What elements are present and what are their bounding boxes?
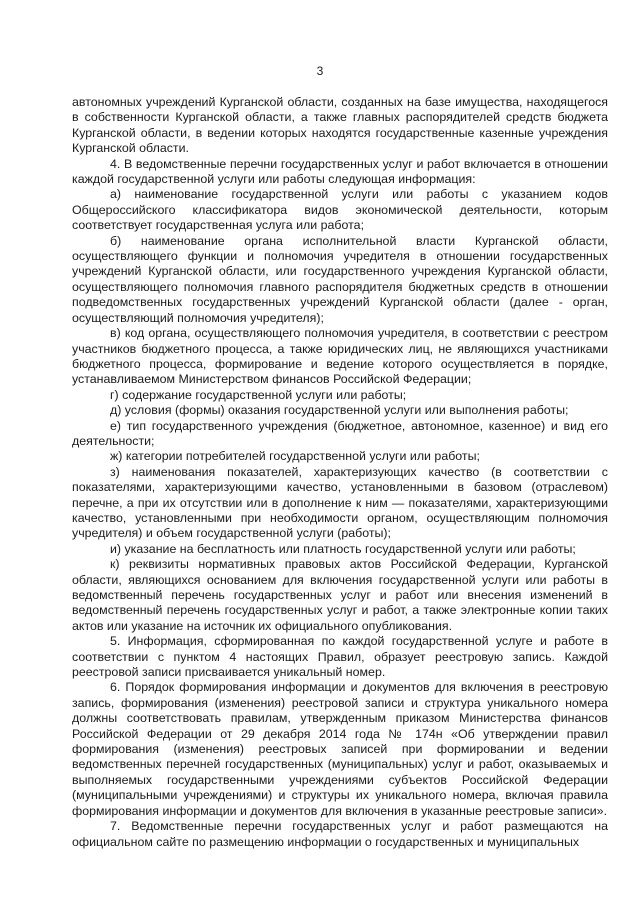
document-body <box>72 95 608 850</box>
paragraph-4: 4. В ведомственные перечни государственных услуг и работ включается в отношении каждой государственной услуги или работы следующая информация: <box>72 156 608 187</box>
item-e: е) тип государственного учреждения (бюджетное, автономное, казенное) и вид его деятельности; <box>72 418 608 448</box>
page-number: 3 <box>316 64 324 78</box>
item-g: г) содержание государственной услуги или работы; <box>110 387 407 402</box>
item-z: з) наименования показателей, характеризующих качество (в соответствии с показателями, характеризующими качество, установленными в базовом (отраслевом) перечне, а при их отсутствии или в дополнение к ним — показателями, характеризующими качество, установленными при необходимости органом, осуществляющим полномочия учредителя) и объем государственной услуги (работы); <box>72 464 608 541</box>
item-k: к) реквизиты нормативных правовых актов Российской Федерации, Курганской области, являющихся основанием для включения государственной услуги или работы в ведомственный перечень государственных услуг и работ или внесения изменений в ведомственный перечень государственных услуг и работ, а также электронные копии таких актов или указание на источник их официального опубликования. <box>72 557 608 633</box>
item-v: в) код органа, осуществляющего полномочия учредителя, в соответствии с реестром участников бюджетного процесса, а также юридических лиц, не являющихся участниками бюджетного процесса, формирование и ведение которого осуществляется в порядке, устанавливаемом Министерством финансов Российской Федерации; <box>72 326 608 387</box>
item-a: а) наименование государственной услуги или работы с указанием кодов Общероссийского классификатора видов экономической деятельности, которым соответствует государственная услуга или работа; <box>72 187 608 233</box>
paragraph-5: 5. Информация, сформированная по каждой государственной услуге и работе в соответствии с пунктом 4 настоящих Правил, образует реестровую запись. Каждой реестровой записи присваивается уникальный номер. <box>72 634 608 680</box>
item-b: б) наименование органа исполнительной власти Курганской области, осуществляющего функции и полномочия учредителя в отношении государственных учреждений Курганской области, или государственного учреждения Курганской области, осуществляющего полномочия главного распорядителя бюджетных средств в отношении подведомственных государственных учреждений Курганской области (далее - орган, осуществляющий полномочия учредителя); <box>72 233 608 325</box>
paragraph-7: 7. Ведомственные перечни государственных услуг и работ размещаются на официальном сайте по размещению информации о государственных и муниципальных <box>72 819 608 849</box>
item-i: и) указание на бесплатность или платность государственной услуги или работы; <box>110 541 576 556</box>
item-zh: ж) категории потребителей государственной услуги или работы; <box>110 449 480 464</box>
item-d: д) условия (формы) оказания государственной услуги или выполнения работы; <box>110 403 569 418</box>
paragraph-intro-continuation: автономных учреждений Курганской области, созданных на базе имущества, находящегося в собственности Курганской области, а также главных распорядителей средств бюджета Курганской области, в ведении которых находятся государственные казенные учреждения Курганской области. <box>72 95 608 156</box>
paragraph-6: 6. Порядок формирования информации и документов для включения в реестровую запись, формирования (изменения) реестровой записи и структура уникального номера должны соответствовать правилам, утвержденным приказом Министерства финансов Российской Федерации от 29 декабря 2014 года № 174н «Об утверждении правил формирования (изменения) реестровых записей при формировании и ведении ведомственных перечней государственных (муниципальных) услуг и работ, оказываемых и выполняемых государственными учреждениями субъектов Российской Федерации (муниципальными учреждениями) и структуры их уникального номера, включая правила формирования информации и документов для включения в указанные реестровые записи». <box>72 680 608 818</box>
